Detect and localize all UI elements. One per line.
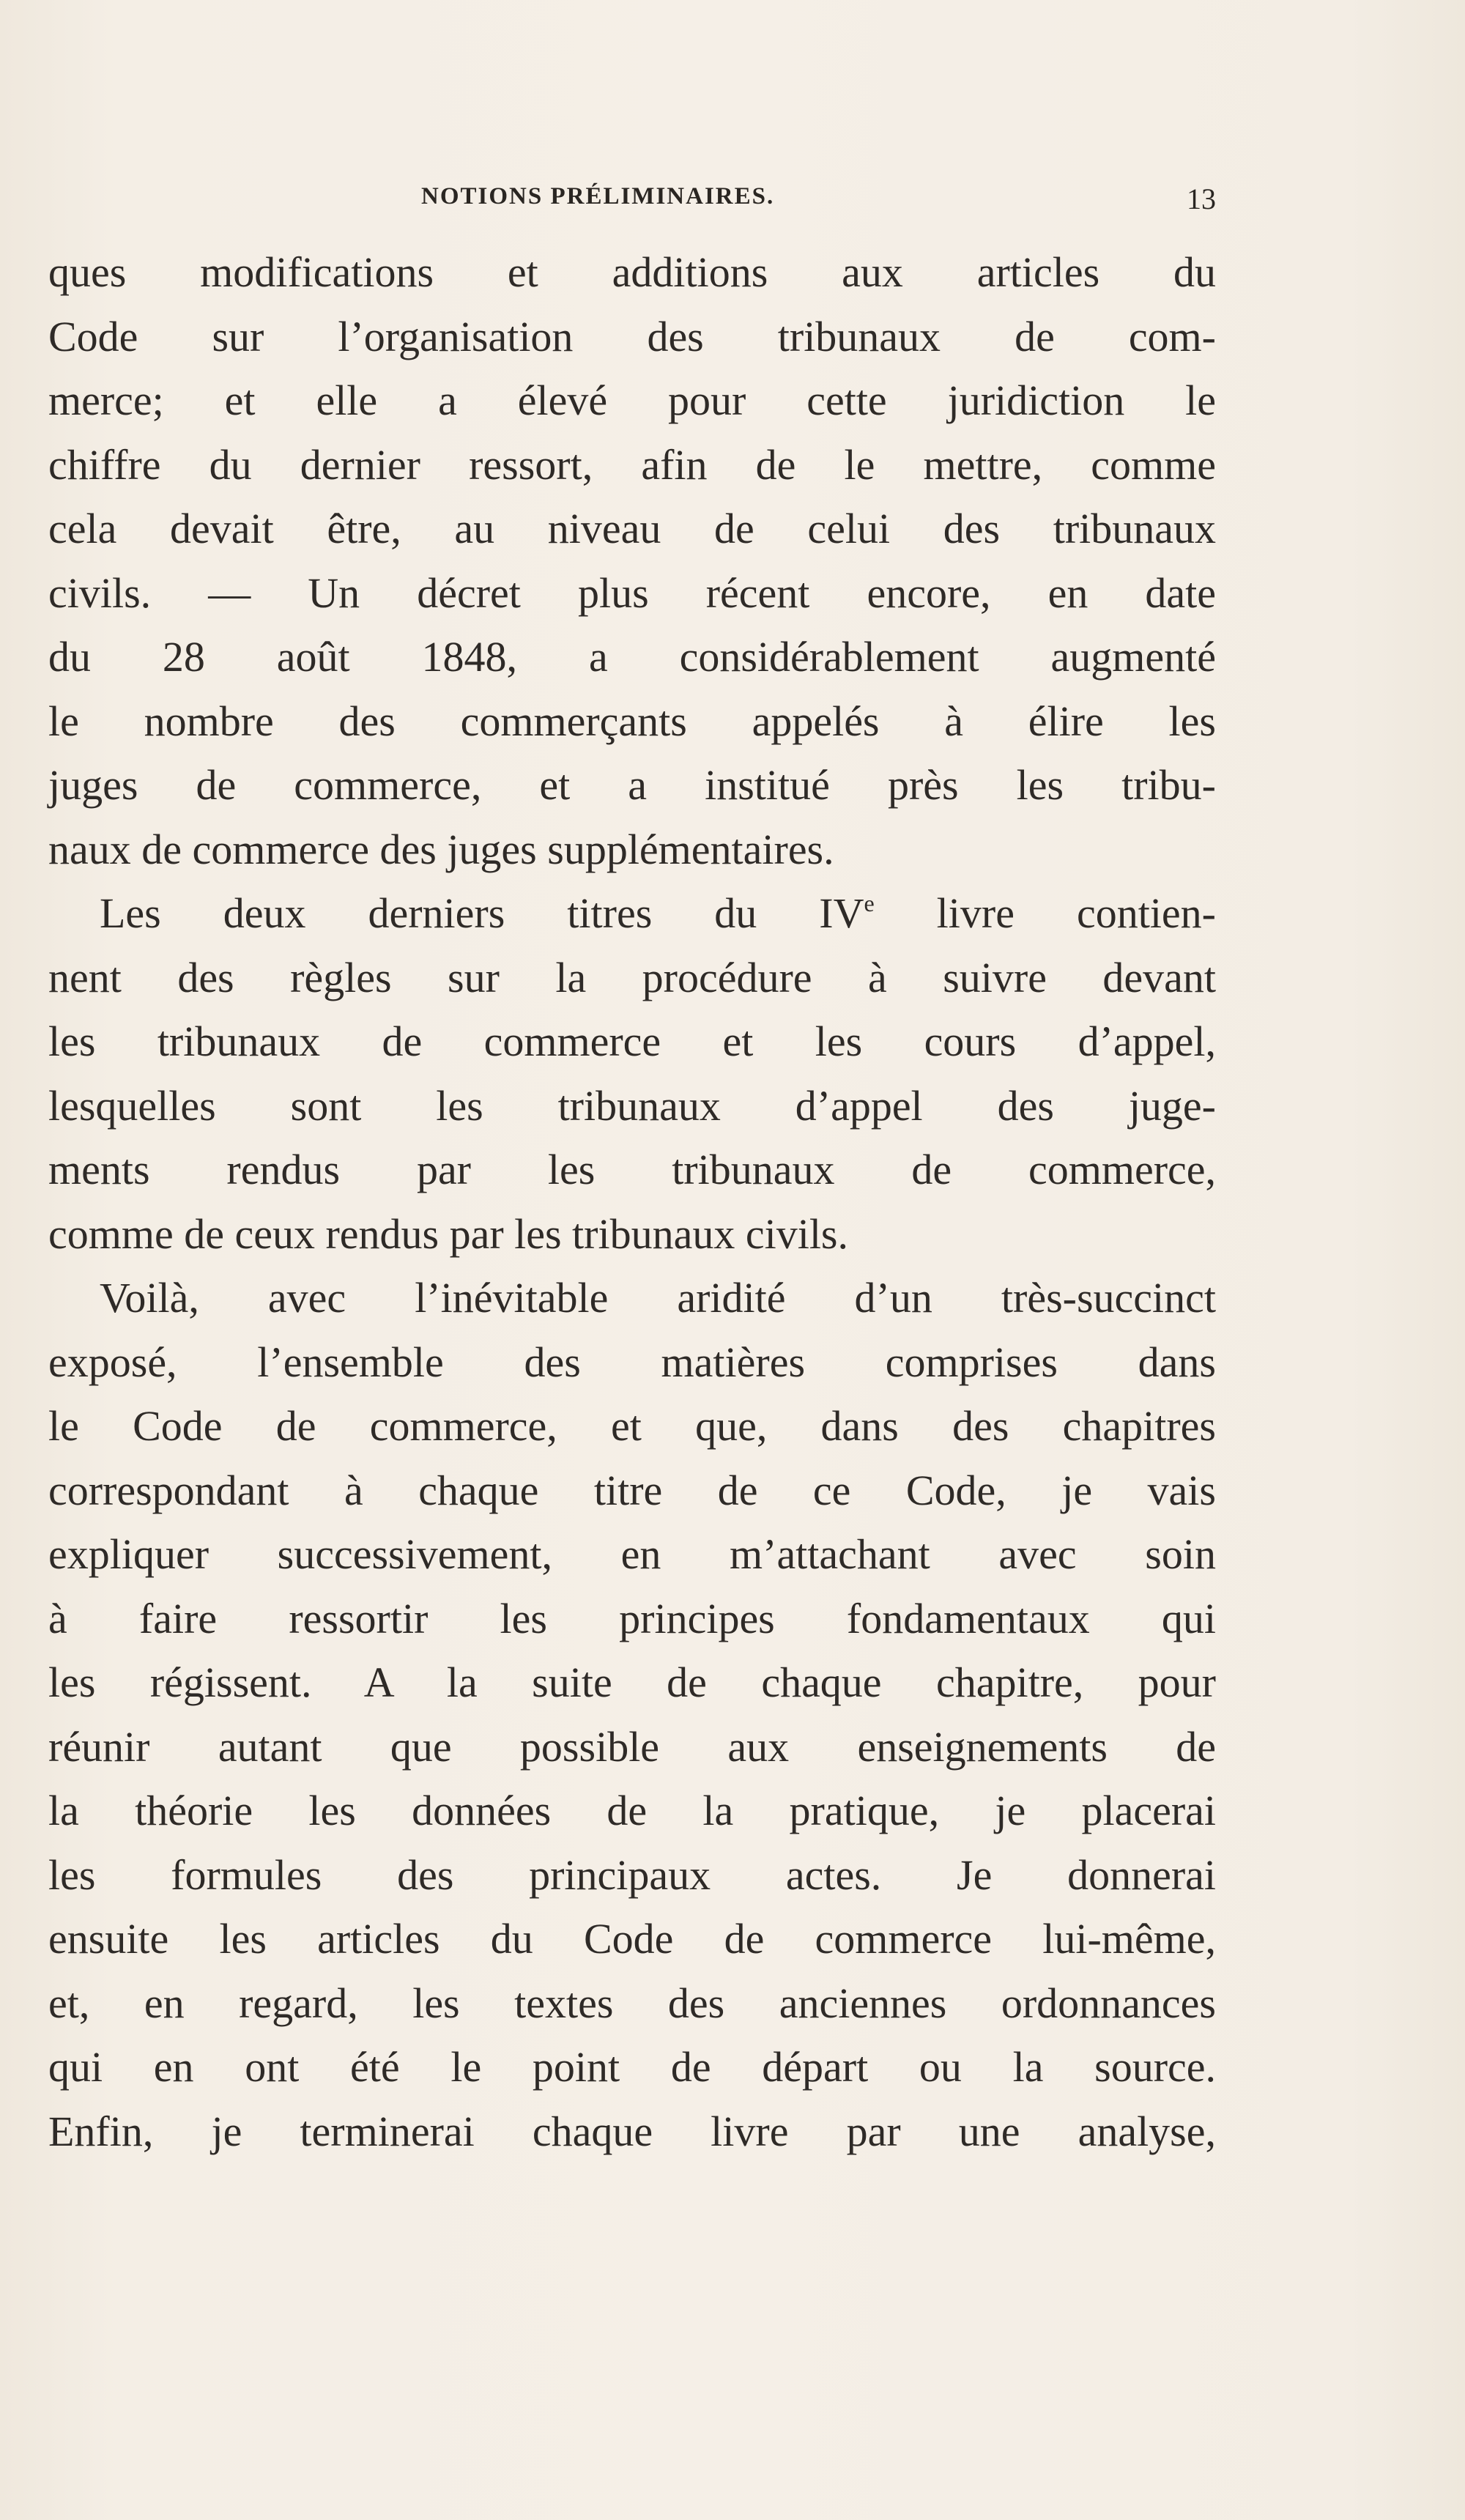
page-number: 13 bbox=[1187, 182, 1216, 215]
text-line: le Code de commerce, et que, dans des chapitres bbox=[48, 1402, 1216, 1450]
text-line: ments rendus par les tribunaux de commerce, bbox=[48, 1146, 1216, 1193]
text-line: correspondant à chaque titre de ce Code, je vais bbox=[48, 1466, 1216, 1514]
text-line: à faire ressortir les principes fondamentaux qui bbox=[48, 1594, 1216, 1642]
text-line: réunir autant que possible aux enseignements de bbox=[48, 1722, 1216, 1771]
text-line: les régissent. A la suite de chaque chapitre, pour bbox=[48, 1659, 1216, 1706]
text-line: ensuite les articles du Code de commerce lui-même, bbox=[48, 1915, 1216, 1963]
text-fragment: livre contien- bbox=[874, 889, 1216, 937]
text-line: exposé, l’ensemble des matières comprises dans bbox=[48, 1338, 1216, 1386]
text-line: juges de commerce, et a institué près les tribu- bbox=[48, 761, 1216, 809]
text-line-paragraph-start bbox=[48, 881, 1216, 946]
text-line: merce; et elle a élevé pour cette juridiction le bbox=[48, 377, 1216, 424]
text-line: et, en regard, les textes des anciennes ordonnances bbox=[48, 1979, 1216, 2027]
text-line: Code sur l’organisation des tribunaux de com- bbox=[48, 312, 1216, 360]
text-line: civils. — Un décret plus récent encore, en date bbox=[48, 568, 1216, 617]
text-line: qui en ont été le point de départ ou la source. bbox=[48, 2043, 1216, 2091]
text-line: les formules des principaux actes. Je donnerai bbox=[48, 1850, 1216, 1899]
text-line: cela devait être, au niveau de celui des tribunaux bbox=[48, 505, 1216, 552]
text-line-paragraph-start: Voilà, avec l’inévitable aridité d’un très-succinct bbox=[100, 1274, 1216, 1322]
text-line: la théorie les données de la pratique, je placerai bbox=[48, 1787, 1216, 1834]
text-line: naux de commerce des juges supplémentaires. bbox=[48, 825, 834, 873]
text-line: comme de ceux rendus par les tribunaux civils. bbox=[48, 1209, 849, 1258]
superscript: e bbox=[864, 890, 875, 916]
text-line: les tribunaux de commerce et les cours d’appel, bbox=[48, 1018, 1216, 1065]
text-line: Enfin, je terminerai chaque livre par une analyse, bbox=[48, 2107, 1216, 2155]
text-line: du 28 août 1848, a considérablement augmenté bbox=[48, 633, 1216, 681]
text-fragment: Les deux derniers titres du IV bbox=[100, 889, 864, 937]
body-text bbox=[48, 240, 1216, 2163]
page-header bbox=[421, 183, 1216, 224]
text-line: expliquer successivement, en m’attachant avec soin bbox=[48, 1530, 1216, 1578]
text-line: nent des règles sur la procédure à suivre devant bbox=[48, 953, 1216, 1001]
text-line: chiffre du dernier ressort, afin de le mettre, comme bbox=[48, 440, 1216, 489]
text-line: le nombre des commerçants appelés à élire les bbox=[48, 697, 1216, 745]
text-line: lesquelles sont les tribunaux d’appel des juge- bbox=[48, 1081, 1216, 1130]
text-line: ques modifications et additions aux articles du bbox=[48, 248, 1216, 296]
running-head: NOTIONS PRÉLIMINAIRES. bbox=[421, 183, 775, 210]
